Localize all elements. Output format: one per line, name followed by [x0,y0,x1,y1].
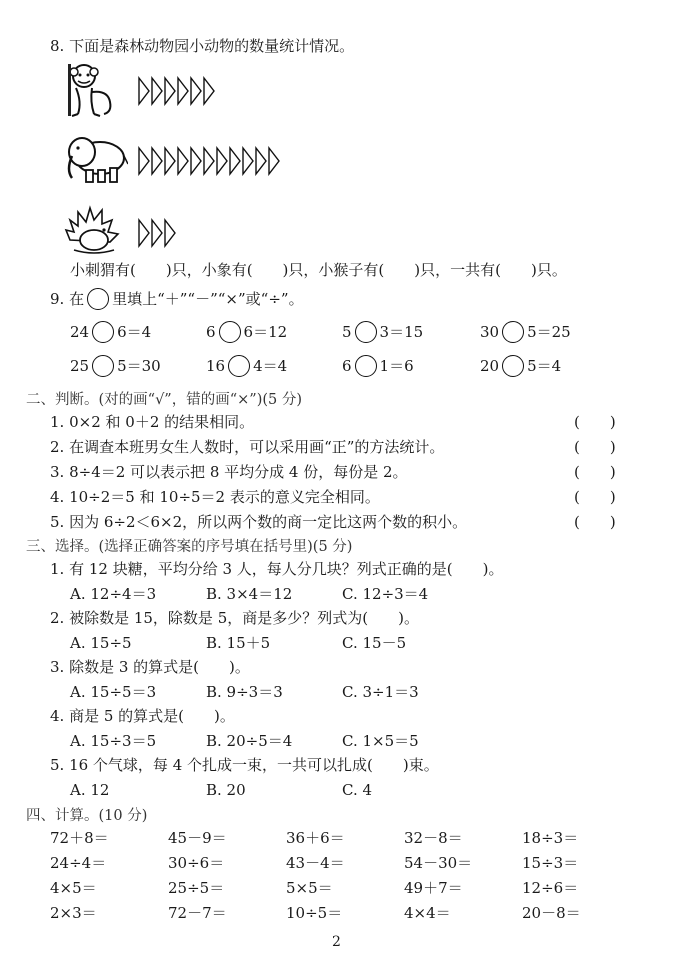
answer-bracket[interactable]: ( ) [574,488,616,506]
q9-title [50,289,304,311]
judge-item: 5. 因为 6÷2＜6×2，所以两个数的商一定比这两个数的积小。 [50,513,468,531]
choice-option-a[interactable]: A. 15÷3＝5 [70,732,157,750]
q9-item [70,356,161,378]
q9-title-end: 里填上“＋”“－”“×”或“÷”。 [112,290,304,308]
choice-option-c[interactable]: C. 3÷1＝3 [342,683,419,701]
monkey-icon [64,62,122,118]
calc-item: 45－9＝ [168,829,227,847]
q9-item [480,356,561,378]
q9-title-start: 9. 在 [50,290,85,308]
q8-answer-line: 小刺猬有( )只，小象有( )只，小猴子有( )只，一共有( )只。 [70,261,567,279]
judge-item: 2. 在调查本班男女生人数时，可以采用画“正”的方法统计。 [50,438,445,456]
q9-left: 25 [70,357,90,375]
calc-item: 30÷6＝ [168,854,225,872]
blank-circle[interactable] [228,355,250,377]
choice-option-b[interactable]: B. 20 [206,781,246,799]
q8-title: 8. 下面是森林动物园小动物的数量统计情况。 [50,37,355,55]
choice-question: 1. 有 12 块糖，平均分给 3 人，每人分几块？列式正确的是( )。 [50,560,504,578]
q9-left: 20 [480,357,500,375]
blank-circle[interactable] [355,355,377,377]
choice-option-c[interactable]: C. 1×5＝5 [342,732,419,750]
calc-item: 10÷5＝ [286,904,343,922]
calc-item: 72－7＝ [168,904,227,922]
blank-circle[interactable] [87,288,109,310]
q9-right: 6＝4 [117,323,152,341]
answer-bracket[interactable]: ( ) [574,513,616,531]
calc-item: 54－30＝ [404,854,473,872]
q9-item [70,322,151,344]
q9-item [480,322,571,344]
blank-circle[interactable] [502,321,524,343]
judge-item: 4. 10÷2＝5 和 10÷5＝2 表示的意义完全相同。 [50,488,380,506]
blank-circle[interactable] [92,355,114,377]
blank-circle[interactable] [92,321,114,343]
choice-option-c[interactable]: C. 15－5 [342,634,407,652]
choice-question: 4. 商是 5 的算式是( )。 [50,707,235,725]
q9-right: 3＝15 [379,323,424,341]
monkey-count-marks [138,76,218,106]
choice-option-a[interactable]: A. 12÷4＝3 [70,585,157,603]
choice-option-a[interactable]: A. 15÷5 [70,634,132,652]
choice-option-c[interactable]: C. 4 [342,781,373,799]
q9-item [206,356,287,378]
calc-item: 36＋6＝ [286,829,345,847]
choice-option-a[interactable]: A. 12 [70,781,110,799]
choice-question: 2. 被除数是 15，除数是 5，商是多少？列式为( )。 [50,609,419,627]
calc-item: 24÷4＝ [50,854,107,872]
q9-left: 30 [480,323,500,341]
blank-circle[interactable] [502,355,524,377]
q9-item [342,356,414,378]
q9-left: 16 [206,357,226,375]
calc-item: 20－8＝ [522,904,581,922]
q9-left: 6 [206,323,216,341]
judge-item: 1. 0×2 和 0＋2 的结果相同。 [50,413,255,431]
hedgehog-icon [64,200,124,256]
calc-item: 32－8＝ [404,829,463,847]
choice-option-b[interactable]: B. 3×4＝12 [206,585,293,603]
q9-right: 4＝4 [253,357,288,375]
q9-left: 5 [342,323,352,341]
blank-circle[interactable] [219,321,241,343]
calc-item: 18÷3＝ [522,829,579,847]
q9-right: 1＝6 [379,357,414,375]
choice-option-c[interactable]: C. 12÷3＝4 [342,585,429,603]
q9-right: 5＝30 [117,357,161,375]
choice-option-b[interactable]: B. 15＋5 [206,634,271,652]
q9-left: 6 [342,357,352,375]
calc-item: 5×5＝ [286,879,333,897]
section2-title: 二、判断。(对的画“√”，错的画“×”)(5 分) [26,392,303,408]
choice-option-b[interactable]: B. 20÷5＝4 [206,732,293,750]
q9-right: 5＝25 [527,323,571,341]
q9-left: 24 [70,323,90,341]
q9-item [342,322,423,344]
choice-question: 5. 16 个气球，每 4 个扎成一束，一共可以扎成( )束。 [50,756,439,774]
answer-bracket[interactable]: ( ) [574,413,616,431]
calc-item: 49＋7＝ [404,879,463,897]
calc-item: 4×5＝ [50,879,97,897]
elephant-icon [64,130,128,186]
page-number: 2 [332,934,341,950]
calc-item: 72＋8＝ [50,829,109,847]
calc-item: 4×4＝ [404,904,451,922]
answer-bracket[interactable]: ( ) [574,463,616,481]
calc-item: 2×3＝ [50,904,97,922]
elephant-count-marks [138,146,298,176]
hedgehog-count-marks [138,218,182,248]
calc-item: 15÷3＝ [522,854,579,872]
section4-title: 四、计算。(10 分) [26,808,148,824]
q9-right: 6＝12 [243,323,288,341]
calc-item: 25÷5＝ [168,879,225,897]
judge-item: 3. 8÷4＝2 可以表示把 8 平均分成 4 份，每份是 2。 [50,463,408,481]
choice-option-b[interactable]: B. 9÷3＝3 [206,683,283,701]
section3-title: 三、选择。(选择正确答案的序号填在括号里)(5 分) [26,539,353,555]
choice-question: 3. 除数是 3 的算式是( )。 [50,658,250,676]
answer-bracket[interactable]: ( ) [574,438,616,456]
choice-option-a[interactable]: A. 15÷5＝3 [70,683,157,701]
blank-circle[interactable] [355,321,377,343]
calc-item: 43－4＝ [286,854,345,872]
q9-right: 5＝4 [527,357,562,375]
calc-item: 12÷6＝ [522,879,579,897]
q9-item [206,322,287,344]
